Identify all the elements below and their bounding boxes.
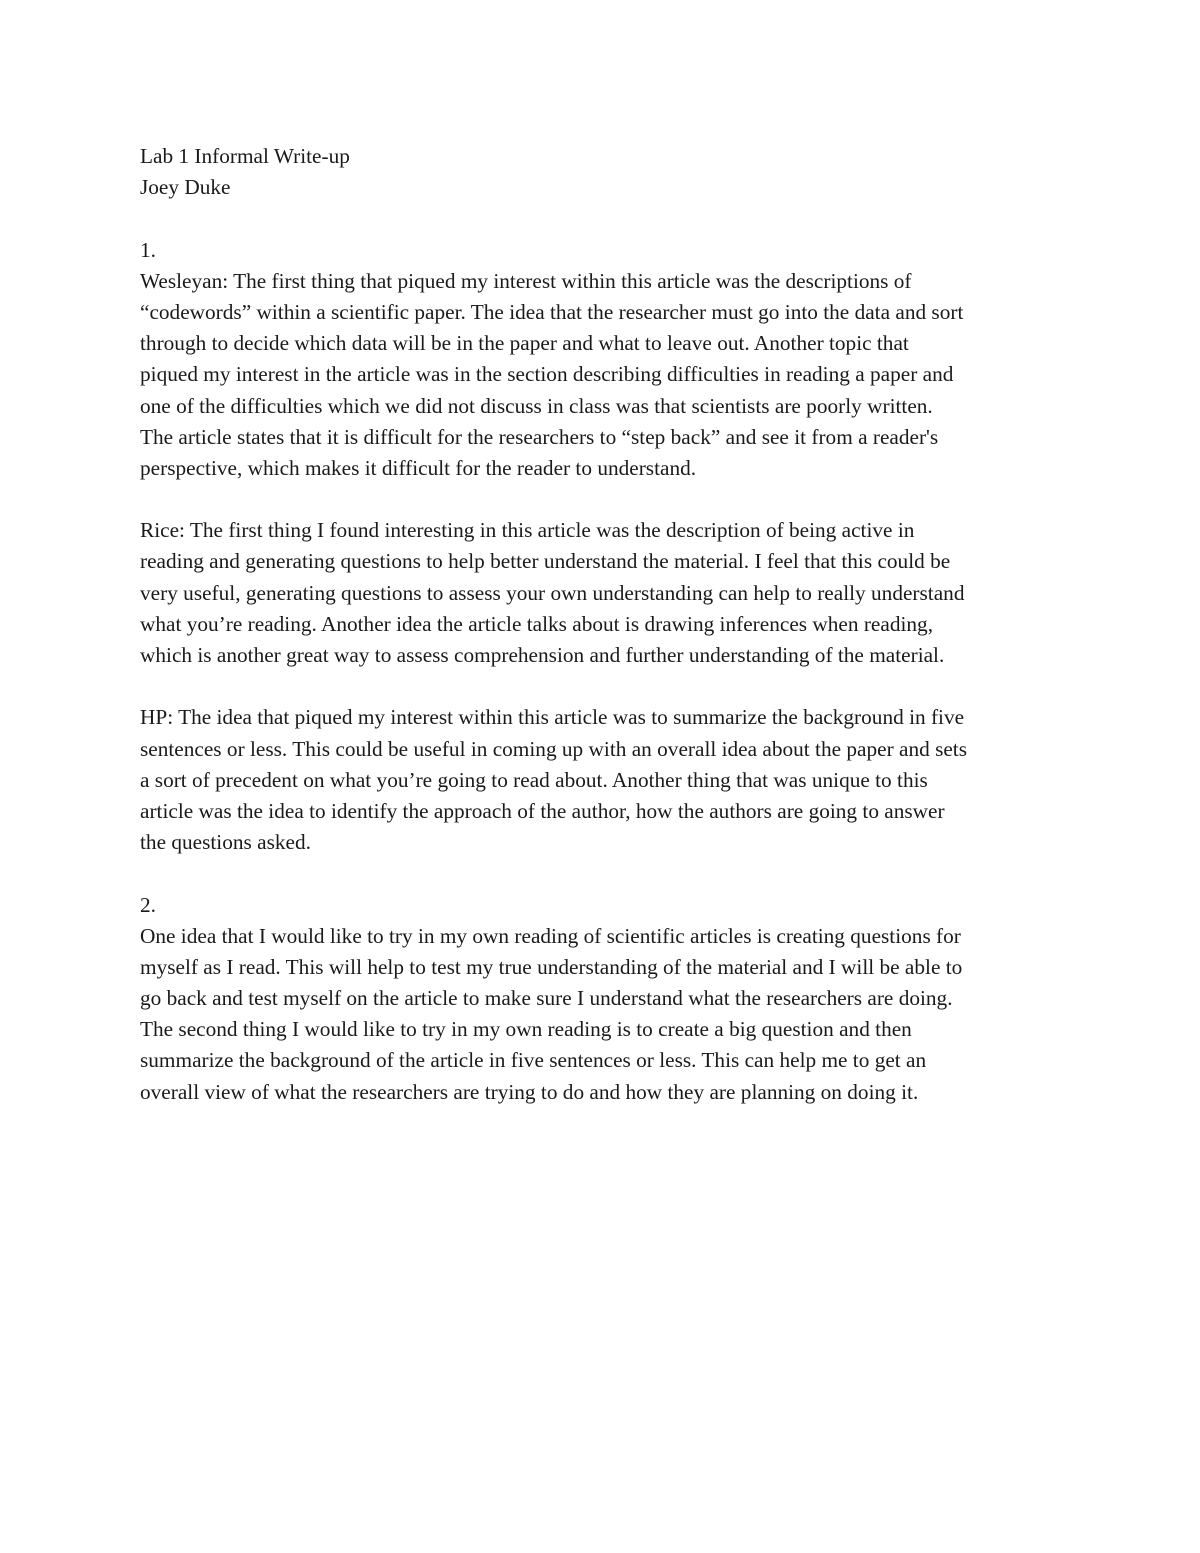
paragraph-line: through to decide which data will be in the paper and what to leave out. Another topic that <box>140 331 909 356</box>
section-number-1: 1. <box>140 237 156 262</box>
paragraph-line: myself as I read. This will help to test my true understanding of the material and I will be able to <box>140 954 963 979</box>
wesleyan-paragraph <box>140 266 1070 484</box>
spacer <box>140 484 1070 515</box>
paragraph-line: “codewords” within a scientific paper. The idea that the researcher must go into the data and sort <box>140 299 964 324</box>
author-name: Joey Duke <box>140 175 231 200</box>
paragraph-line: The article states that it is difficult for the researchers to “step back” and see it from a reader's <box>140 424 939 449</box>
paragraph-line: overall view of what the researchers are trying to do and how they are planning on doing it. <box>140 1079 919 1104</box>
paragraph-line: reading and generating questions to help better understand the material. I feel that this could be <box>140 549 951 574</box>
paragraph-line: The second thing I would like to try in my own reading is to create a big question and then <box>140 1017 912 1042</box>
paragraph-line: a sort of precedent on what you’re going to read about. Another thing that was unique to this <box>140 767 928 792</box>
paragraph-line: go back and test myself on the article to make sure I understand what the researchers are doing. <box>140 986 953 1011</box>
paragraph-line: HP: The idea that piqued my interest within this article was to summarize the background in five <box>140 705 965 730</box>
section-number-2: 2. <box>140 892 156 917</box>
document-body <box>140 141 1070 1108</box>
paragraph-line: Rice: The first thing I found interesting in this article was the description of being active in <box>140 518 915 543</box>
paragraph-line: Wesleyan: The first thing that piqued my interest within this article was the descriptions of <box>140 268 912 293</box>
paragraph-line: perspective, which makes it difficult for the reader to understand. <box>140 455 697 480</box>
spacer <box>140 203 1070 234</box>
rice-paragraph <box>140 515 1070 671</box>
paragraph-line: summarize the background of the article in five sentences or less. This can help me to get an <box>140 1048 927 1073</box>
paragraph-line: piqued my interest in the article was in the section describing difficulties in reading a paper and <box>140 362 954 387</box>
paragraph-line: very useful, generating questions to assess your own understanding can help to really understand <box>140 580 965 605</box>
paragraph-line: what you’re reading. Another idea the article talks about is drawing inferences when reading, <box>140 611 934 636</box>
paragraph-line: One idea that I would like to try in my own reading of scientific articles is creating questions for <box>140 923 961 948</box>
paragraph-line: one of the difficulties which we did not discuss in class was that scientists are poorly written. <box>140 393 933 418</box>
section-2-paragraph <box>140 921 1070 1108</box>
paragraph-line: article was the idea to identify the approach of the author, how the authors are going to answer <box>140 798 945 823</box>
paragraph-line: which is another great way to assess comprehension and further understanding of the material. <box>140 643 945 667</box>
paragraph-line: the questions asked. <box>140 830 311 855</box>
document-title: Lab 1 Informal Write-up <box>140 144 350 168</box>
spacer <box>140 858 1070 889</box>
paragraph-line: sentences or less. This could be useful in coming up with an overall idea about the paper and sets <box>140 736 968 761</box>
hp-paragraph <box>140 702 1070 858</box>
spacer <box>140 671 1070 702</box>
